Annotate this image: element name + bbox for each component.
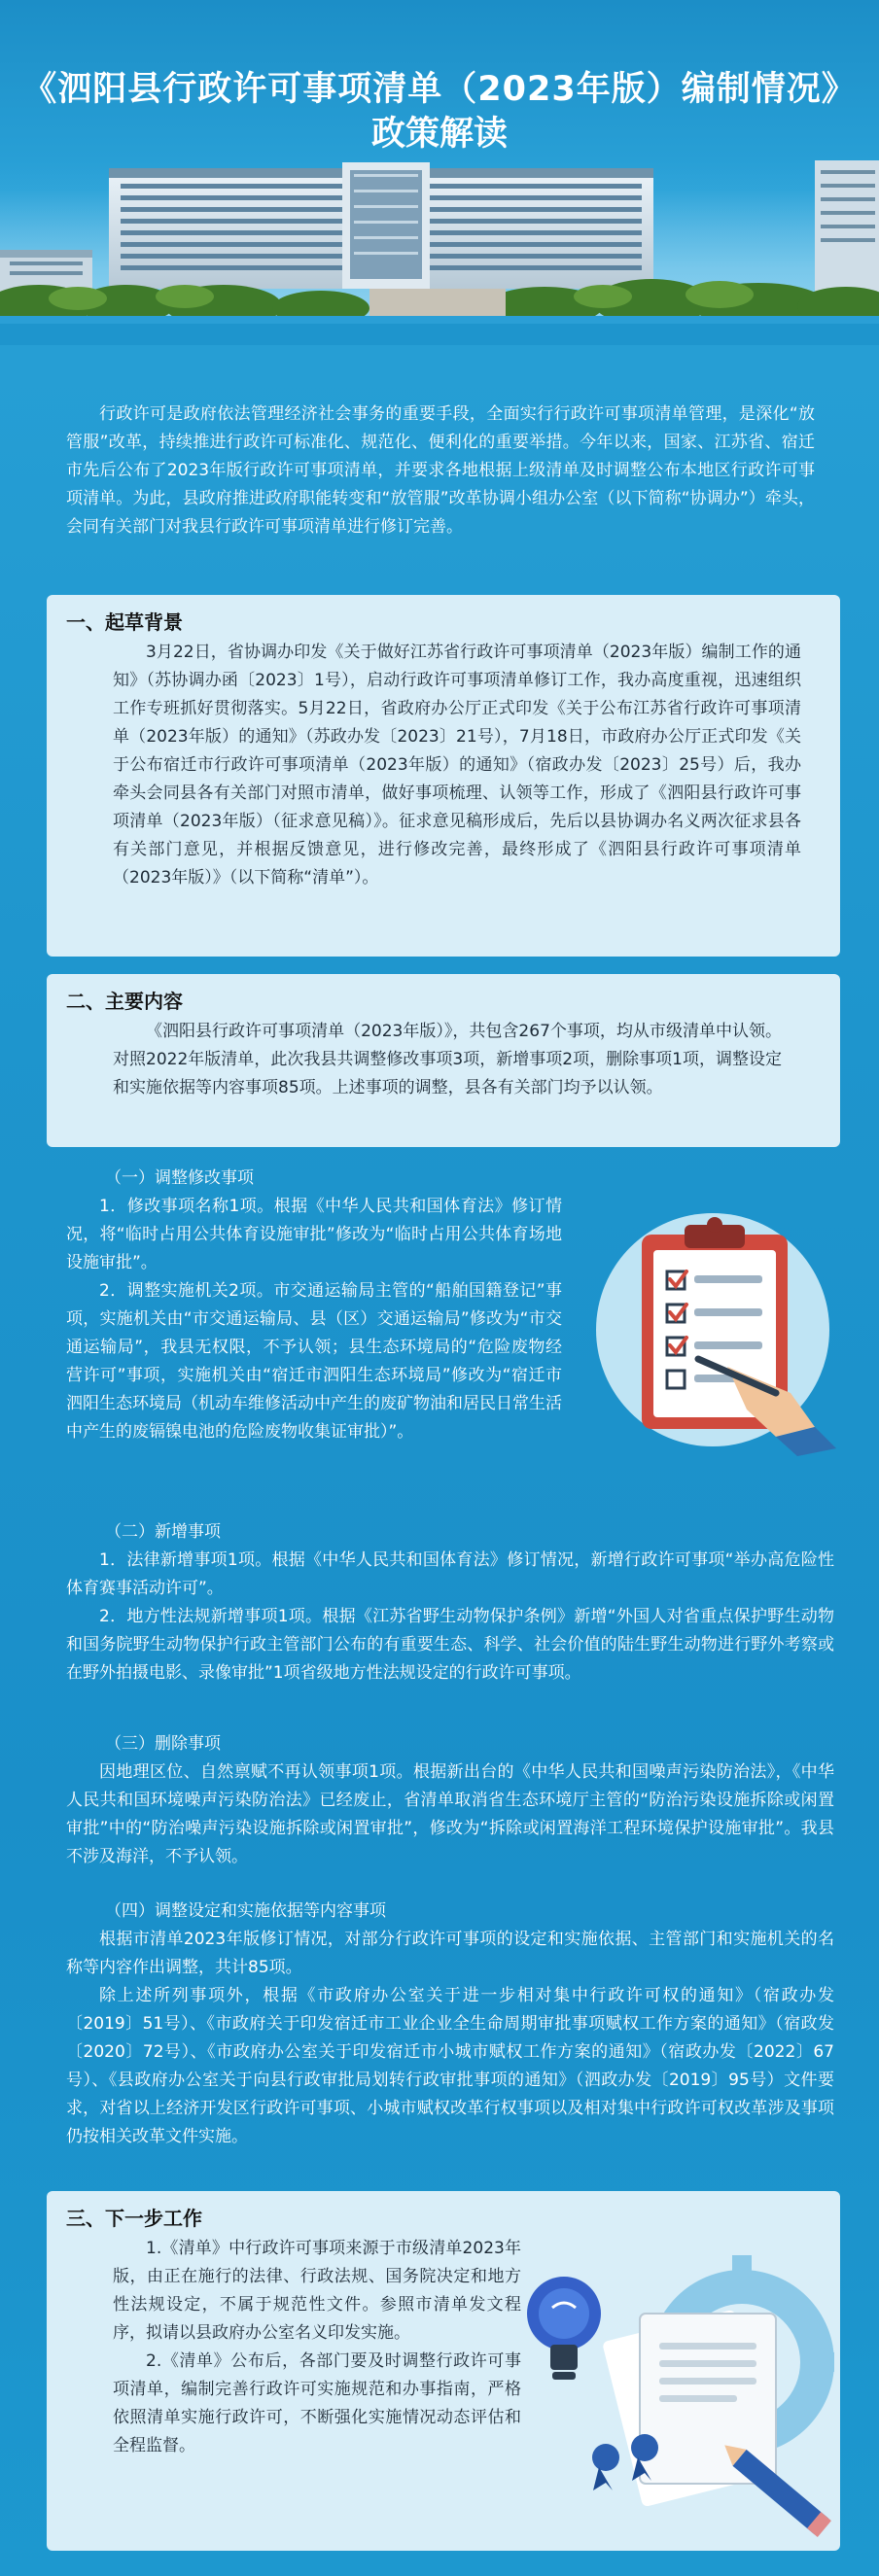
page-subtitle: 政策解读 — [370, 115, 508, 154]
section-paragraph: 2.《清单》公布后，各部门要及时调整行政许可事项清单，编制完善行政许可实施规范和办事指南，严格依照清单实施行政许可，不断强化实施情况动态评估和全程监督。 — [113, 2351, 521, 2455]
paragraph: 2．调整实施机关2项。市交通运输局主管的“船舶国籍登记”事项，实施机关由“市交通运输局、县（区）交通运输局”修改为“市交通运输局”，我县无权限，不予认领；县生态环境局的“危险废物经营许可”事项，实施机关由“宿迁市泗阳生态环境局”修改为“宿迁市泗阳生态环境局（机动车维修活动中产生的废矿物油和居民日常生活中产生的废镉镍电池的危险废物收集证审批）”。 — [66, 1281, 562, 1442]
subsection-adjusted-basis-items — [66, 1897, 834, 2151]
section-paragraph: 3月22日，省协调办印发《关于做好江苏省行政许可事项清单（2023年版）编制工作的通知》（苏协调办函〔2023〕1号），启动行政许可事项清单修订工作，我办高度重视，迅速组织工作专班抓好贯彻落实。5月22日，省政府办公厅正式印发《关于公布江苏省行政许可事项清单（2023年版）的通知》（苏政办发〔2023〕21号），7月18日，市政府办公厅正式印发《关于公布宿迁市行政许可事项清单（2023年版）的通知》（宿政办发〔2023〕25号）后，我办牵头会同县各有关部门对照市清单，做好事项梳理、认领等工作，形成了《泗阳县行政许可事项清单（2023年版）（征求意见稿）》。征求意见稿形成后，先后以县协调办名义两次征求县各有关部门意见，并根据反馈意见，进行修改完善，最终形成了《泗阳县行政许可事项清单（2023年版）》（以下简称“清单”）。 — [113, 643, 801, 888]
paragraph: 因地理区位、自然禀赋不再认领事项1项。根据新出台的《中华人民共和国噪声污染防治法》，《中华人民共和国环境噪声污染防治法》已经废止，省清单取消省生态环境厅主管的“防治污染设施拆除或闲置审批”中的“防治噪声污染设施拆除或闲置审批”，修改为“拆除或闲置海洋工程环境保护设施审批”。我县不涉及海洋，不予认领。 — [66, 1762, 834, 1866]
subsection-heading: （三）删除事项 — [105, 1734, 221, 1754]
section-heading: 一、起草背景 — [66, 610, 183, 634]
paragraph: 1．修改事项名称1项。根据《中华人民共和国体育法》修订情况，将“临时占用公共体育设施审批”修改为“临时占用公共体育场地设施审批”。 — [66, 1197, 562, 1272]
paragraph: 根据市清单2023年版修订情况，对部分行政许可事项的设定和实施依据、主管部门和实施机关的名称等内容作出调整，共计85项。 — [66, 1930, 834, 1977]
section-background-box — [47, 595, 840, 957]
subsection-heading: （一）调整修改事项 — [105, 1168, 254, 1188]
lightbulb-gear-certificate-illustration — [523, 2236, 834, 2537]
section-paragraph: 1.《清单》中行政许可事项来源于市级清单2023年版，由正在施行的法律、行政法规、国务院决定和地方性法规设定，不属于规范性文件。参照市清单发文程序，拟请以县政府办公室名义印发实施。 — [113, 2239, 521, 2343]
paragraph: 除上述所列事项外，根据《市政府办公室关于进一步相对集中行政许可权的通知》（宿政办发〔2019〕51号）、《市政府关于印发宿迁市工业企业全生命周期审批事项赋权工作方案的通知》（宿政发〔2020〕72号）、《市政府办公室关于印发宿迁市小城市赋权工作方案的通知》（宿政办发〔2022〕67号）、《县政府办公室关于向县行政审批局划转行政审批事项的通知》（泗政办发〔2019〕95号）文件要求，对省以上经济开发区行政许可事项、小城市赋权改革行权事项以及相对集中行政许可权改革涉及事项仍按相关改革文件实施。 — [66, 1986, 834, 2146]
section-heading: 二、主要内容 — [66, 990, 183, 1013]
subsection-heading: （四）调整设定和实施依据等内容事项 — [105, 1901, 386, 1921]
section-paragraph: 《泗阳县行政许可事项清单（2023年版）》，共包含267个事项，均从市级清单中认领。对照2022年版清单，此次我县共调整修改事项3项，新增事项2项，删除事项1项，调整设定和实施依据等内容事项85项。上述事项的调整，县各有关部门均予以认领。 — [113, 1022, 782, 1097]
subsection-heading: （二）新增事项 — [105, 1522, 221, 1542]
subsection-deleted-items — [66, 1730, 834, 1871]
subsection-new-items — [66, 1518, 834, 1688]
section-main-content-box — [47, 974, 840, 1147]
page-title: 《泗阳县行政许可事项清单（2023年版）编制情况》 — [22, 70, 857, 109]
government-building-illustration — [0, 160, 879, 345]
clipboard-checklist-illustration — [581, 1194, 844, 1456]
section-heading: 三、下一步工作 — [66, 2207, 202, 2230]
intro-paragraph: 行政许可是政府依法管理经济社会事务的重要手段，全面实行行政许可事项清单管理，是深化“放管服”改革，持续推进行政许可标准化、规范化、便利化的重要举措。今年以来，国家、江苏省、宿迁市先后公布了2023年版行政许可事项清单，并要求各地根据上级清单及时调整公布本地区行政许可事项清单。为此，县政府推进政府职能转变和“放管服”改革协调小组办公室（以下简称“协调办”）牵头，会同有关部门对我县行政许可事项清单进行修订完善。 — [66, 404, 815, 537]
header-banner — [0, 0, 879, 345]
paragraph: 2．地方性法规新增事项1项。根据《江苏省野生动物保护条例》新增“外国人对省重点保护野生动物和国务院野生动物保护行政主管部门公布的有重要生态、科学、社会价值的陆生野生动物进行野外考察或在野外拍摄电影、录像审批”1项省级地方性法规设定的行政许可事项。 — [66, 1607, 834, 1683]
paragraph: 1．法律新增事项1项。根据《中华人民共和国体育法》修订情况，新增行政许可事项“举办高危险性体育赛事活动许可”。 — [66, 1550, 834, 1598]
